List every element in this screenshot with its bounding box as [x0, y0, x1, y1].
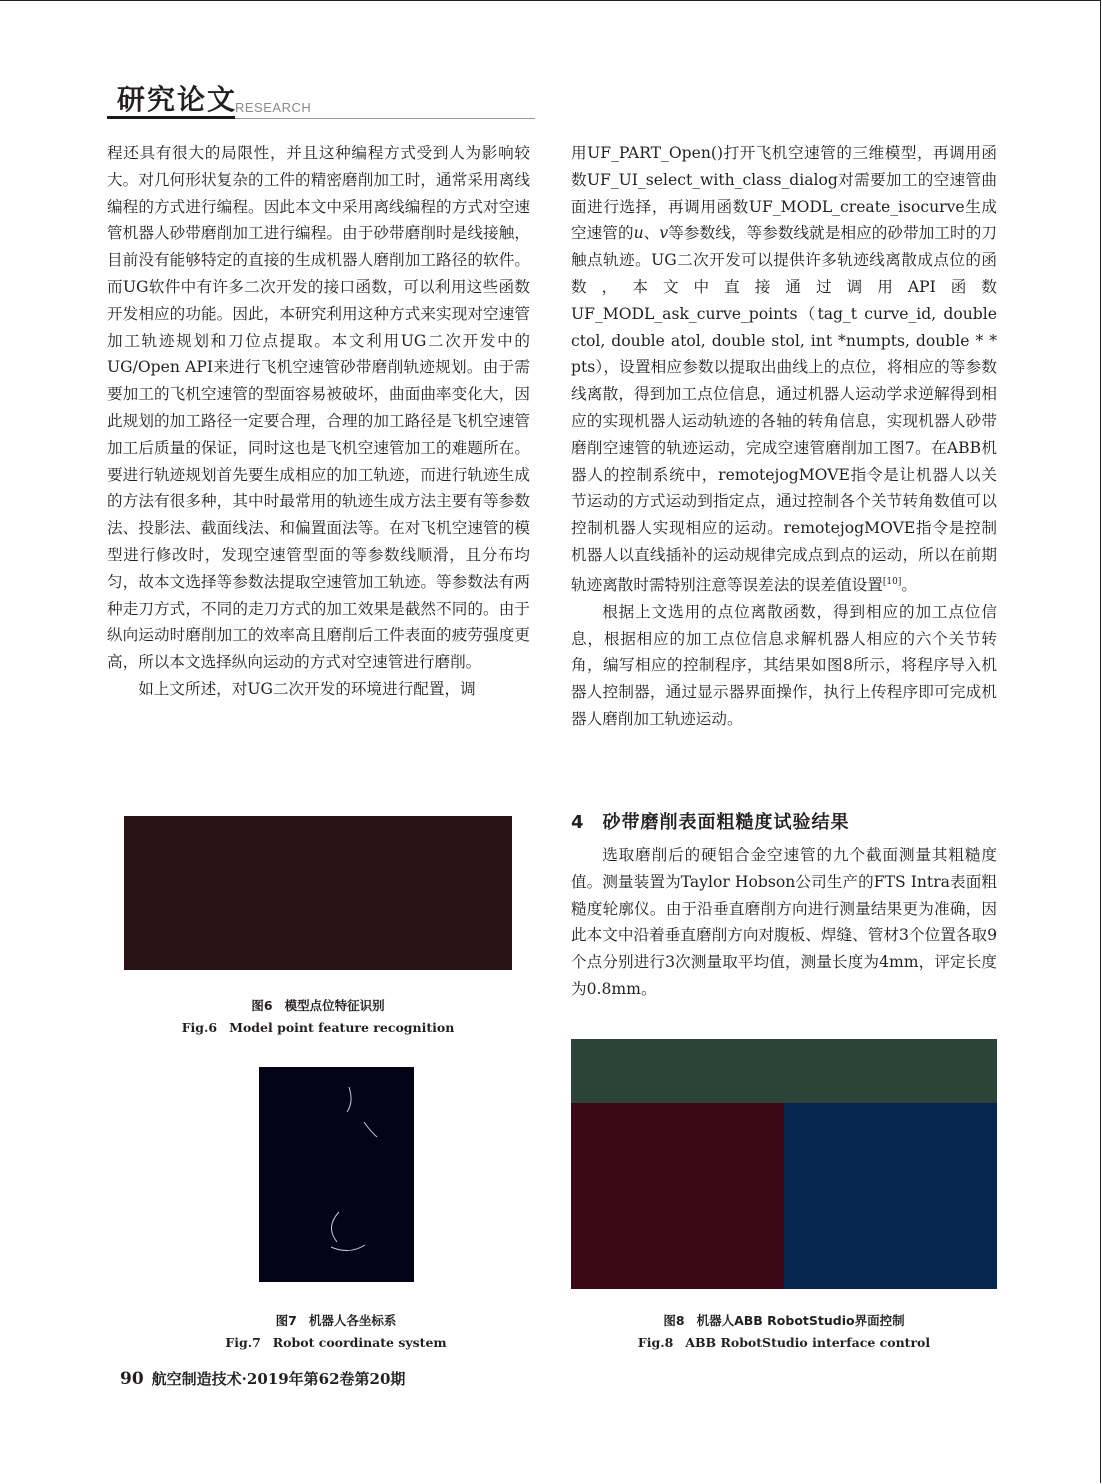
- citation-ref: [10]: [882, 576, 902, 587]
- variable-u: u: [633, 224, 644, 243]
- right-column: [571, 140, 997, 733]
- running-header: [107, 78, 537, 124]
- figure-label: 图6: [251, 998, 273, 1013]
- paragraph: 根据上文选用的点位离散函数，得到相应的加工点位信息，根据相应的加工点位信息求解机器人相应的六个关节转角，编写相应的控制程序，其结果如图8所示，将程序导入机器人控制器，通过显示器界面操作，执行上传程序即可完成机器人磨削加工轨迹运动。: [571, 602, 997, 728]
- robotstudio-right-panel: [784, 1103, 997, 1289]
- figure-8-image: [571, 1039, 997, 1289]
- section-title: 砂带磨削表面粗糙度试验结果: [602, 812, 850, 833]
- figure-7-image: [259, 1067, 414, 1282]
- figure-label: 图7: [275, 1313, 297, 1328]
- section-heading: [571, 808, 850, 834]
- journal-info: 航空制造技术·2019年第62卷第20期: [151, 1370, 406, 1388]
- figure-6-caption: [124, 995, 512, 1039]
- figure-7-caption: [186, 1310, 486, 1354]
- variable-v: v: [659, 224, 669, 243]
- figure-6-image: [124, 816, 512, 970]
- figure-label-en: Fig.7: [225, 1335, 261, 1350]
- figure-label-en: Fig.8: [637, 1335, 674, 1350]
- figure-title-en: Model point feature recognition: [229, 1020, 455, 1035]
- robotstudio-toolbar-area: [571, 1039, 997, 1103]
- text-run: 、: [643, 224, 660, 243]
- page-number: 90: [120, 1369, 144, 1389]
- paragraph: 选取磨削后的硬铝合金空速管的九个截面测量其粗糙度值。测量装置为Taylor Hobson公司生产的FTS Intra表面粗糙度轮廓仪。由于沿垂直磨削方向进行测量结果更为准确，因此本文中沿着垂直磨削方向对腹板、焊缝、管材3个位置各取9个点分别进行3次测量取平均值，测量长度为4mm，评定长度为0.8mm。: [571, 846, 997, 998]
- header-rule-thick: [107, 116, 235, 119]
- paragraph: 如上文所述，对UG二次开发的环境进行配置，调: [138, 679, 476, 698]
- figure-title-en: ABB RobotStudio interface control: [685, 1335, 931, 1350]
- section-number: 4: [571, 812, 585, 833]
- figure-label: 图8: [663, 1313, 685, 1328]
- figure-title-en: Robot coordinate system: [272, 1335, 447, 1350]
- page-footer: [120, 1368, 405, 1389]
- text-run: 等参数线，等参数线就是相应的砂带加工时的刀触点轨迹。UG二次开发可以提供许多轨迹线离散成点位的函数，本文中直接通过调用API函数UF_MODL_ask_curve_points（tag_t curve_id, double ctol, double atol, double stol, int *numpts, double * * pts），设置相应参数以提取出曲线上的点位，将相应的等参数线离散，得到加工点位信息，通过机器人运动学求逆解得到相应的实现机器人运动轨迹的各轴的转角信息，实现机器人砂带磨削空速管的轨迹运动，完成空速管磨削加工图7。在ABB机器人的控制系统中，remotejogMOVE指令是让机器人以关节运动的方式运动到指定点，通过控制各个关节转角数值可以控制机器人实现相应的运动。remotejogMOVE指令是控制机器人以直线插补的运动规律完成点到点的运动，所以在前期轨迹离散时需特别注意等误差法的误差值设置: [571, 224, 997, 594]
- section-category-title: 研究论文: [117, 83, 238, 116]
- figure-title-cn: 模型点位特征识别: [284, 998, 385, 1013]
- figure-label-en: Fig.6: [181, 1020, 218, 1035]
- text-run: 。: [901, 575, 917, 594]
- left-column: [107, 140, 530, 703]
- paragraph: [571, 140, 997, 599]
- paragraph: 程还具有很大的局限性，并且这种编程方式受到人为影响较大。对几何形状复杂的工件的精密磨削加工时，通常采用离线编程的方式进行编程。因此本文中采用离线编程的方式对空速管机器人砂带磨削加工进行编程。由于砂带磨削时是线接触，目前没有能够特定的直接的生成机器人磨削加工路径的软件。而UG软件中有许多二次开发的接口函数，可以利用这些函数开发相应的功能。因此，本研究利用这种方式来实现对空速管加工轨迹规划和刀位点提取。本文利用UG二次开发中的UG/Open API来进行飞机空速管砂带磨削轨迹规划。由于需要加工的飞机空速管的型面容易被破坏，曲面曲率变化大，因此规划的加工路径一定要合理，合理的加工路径是飞机空速管加工后质量的保证，同时这也是飞机空速管加工的难题所在。要进行轨迹规划首先要生成相应的加工轨迹，而进行轨迹生成的方法有很多种，其中时最常用的轨迹生成方法主要有等参数法、投影法、截面线法、和偏置面法等。在对飞机空速管的模型进行修改时，发现空速管型面的等参数线顺滑，且分布均匀，故本文选择等参数法提取空速管加工轨迹。等参数法有两种走刀方式，不同的走刀方式的加工效果是截然不同的。由于纵向运动时磨削加工的效率高且磨削后工件表面的疲劳强度更高，所以本文选择纵向运动的方式对空速管进行磨削。: [107, 144, 530, 672]
- figure-title-cn: 机器人各坐标系: [308, 1313, 397, 1328]
- section-category-subtitle: RESEARCH: [235, 100, 312, 115]
- figure-title-cn: 机器人ABB RobotStudio界面控制: [696, 1313, 905, 1328]
- header-rule-thin: [235, 118, 535, 119]
- figure-8-caption: [571, 1310, 997, 1354]
- right-column-section-body: [571, 842, 997, 1003]
- text-run: 用UF_PART_Open()打开飞机空速管的三维模型，再调用函数UF_UI_select_with_class_dialog对需要加工的空速管曲面进行选择，再调用函数UF_MODL_create_isocurve生成空速管的: [571, 144, 997, 243]
- coordinate-arc-icon: [259, 1067, 414, 1282]
